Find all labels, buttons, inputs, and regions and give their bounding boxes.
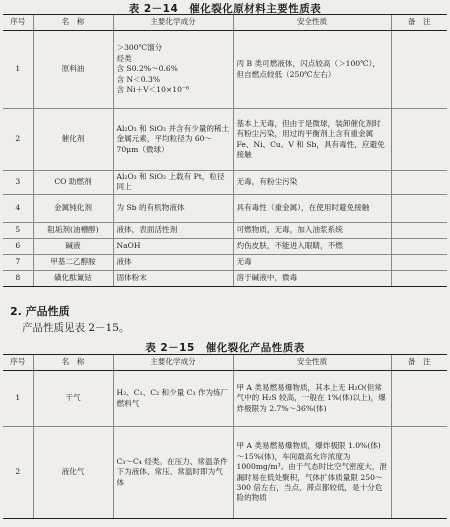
- header-composition: 主要化学成分: [113, 355, 233, 371]
- cell-name: 磺化酞氰钴: [33, 270, 113, 286]
- cell-name: 催化剂: [33, 109, 113, 171]
- table-15-caption: 表 2－15 催化裂化产品性质表: [145, 342, 305, 354]
- cell-remark: [391, 238, 447, 254]
- cell-remark: [391, 171, 447, 195]
- cell-composition: Al₂O₃ 和 SiO₂ 上载有 Pt，粒径同上: [113, 171, 233, 195]
- cell-remark: [391, 270, 447, 286]
- table-row: [3, 238, 447, 254]
- cell-safety: 无毒: [233, 254, 391, 270]
- cell-remark: [391, 31, 447, 109]
- cell-composition: NaOH: [113, 238, 233, 254]
- header-safety: 安全性质: [233, 15, 391, 31]
- cell-name: 干气: [33, 371, 113, 427]
- section-text: 产品性质见表 2－15。: [22, 322, 130, 334]
- cell-composition: 为 Sb 的有机物液体: [113, 194, 233, 222]
- cell-no: 2: [3, 109, 33, 171]
- cell-no: 7: [3, 254, 33, 270]
- cell-no: 1: [3, 31, 33, 109]
- cell-name: 碱液: [33, 238, 113, 254]
- composition-line: 含 Ni＋V＜10×10⁻⁶: [116, 85, 189, 95]
- cell-no: 2: [3, 427, 33, 519]
- cell-safety: 可燃物质，无毒，加入油浆系统: [233, 222, 391, 238]
- cell-remark: [391, 371, 447, 427]
- header-safety: 安全性质: [233, 355, 391, 371]
- table-14: [3, 14, 447, 287]
- section-title: 2. 产品性质: [10, 305, 70, 318]
- composition-line: 含 S0.2%～0.6%: [116, 64, 178, 74]
- composition-line: 含 N＜0.3%: [116, 74, 161, 84]
- cell-composition: H₂、C₁、C₂ 和少量 C₃ 作为炼厂燃料气: [113, 371, 233, 427]
- cell-no: 1: [3, 371, 33, 427]
- cell-no: 8: [3, 270, 33, 286]
- cell-remark: [391, 194, 447, 222]
- table-row: [3, 194, 447, 222]
- cell-name: 阻垢剂(油槽醇): [33, 222, 113, 238]
- header-composition: 主要化学成分: [113, 15, 233, 31]
- cell-name: 原料油: [33, 31, 113, 109]
- header-name: 名 称: [33, 355, 113, 371]
- cell-name: 液化气: [33, 427, 113, 519]
- cell-name: 甲基二乙醇胺: [33, 254, 113, 270]
- cell-no: 6: [3, 238, 33, 254]
- header-remark: 备 注: [391, 15, 447, 31]
- cell-no: 3: [3, 171, 33, 195]
- cell-remark: [391, 222, 447, 238]
- header-name: 名 称: [33, 15, 113, 31]
- cell-safety: 基本上无毒，但由于是微球，装卸催化剂时有粉尘污染，用过的平衡剂上含有重金属 Fe、Ni、Cu、V 和 Sb，具有毒性，应避免接触: [233, 109, 391, 171]
- table-14-header-row: [3, 15, 447, 31]
- table-row: [3, 109, 447, 171]
- cell-no: 5: [3, 222, 33, 238]
- cell-remark: [391, 109, 447, 171]
- table-row: [3, 31, 447, 109]
- table-row: [3, 270, 447, 286]
- cell-safety: 丙 B 类可燃液体，闪点较高（＞100℃），但自燃点较低（250℃左右）: [233, 31, 391, 109]
- header-no: 序号: [3, 355, 33, 371]
- cell-composition: 液体: [113, 254, 233, 270]
- cell-safety: 灼伤皮肤，不能进入眼睛，不燃: [233, 238, 391, 254]
- table-15: [3, 354, 447, 519]
- table-14-caption: 表 2－14 催化裂化原材料主要性质表: [128, 3, 322, 15]
- cell-remark: [391, 427, 447, 519]
- table-row: [3, 171, 447, 195]
- cell-composition: [113, 31, 233, 109]
- cell-composition: C₃～C₄ 烃类。在压力、常温条件下为液体、常压、常温时即为气体: [113, 427, 233, 519]
- cell-safety: 具有毒性（重金属），在使用时避免接触: [233, 194, 391, 222]
- cell-composition: 固体粉末: [113, 270, 233, 286]
- cell-safety: 无毒，有粉尘污染: [233, 171, 391, 195]
- cell-safety: 甲 A 类易燃易爆物质，其本上无 H₂O(但常气中的 H₂S 较高，一般在 1%(体)以上)，爆炸极限为 2.7%～36%(体): [233, 371, 391, 427]
- composition-line: 烃类: [116, 53, 132, 63]
- table-row: [3, 371, 447, 427]
- cell-name: 金属钝化剂: [33, 194, 113, 222]
- table-row: [3, 254, 447, 270]
- header-remark: 备 注: [391, 355, 447, 371]
- table-row: [3, 222, 447, 238]
- cell-no: 4: [3, 194, 33, 222]
- cell-safety: 甲 A 类易燃易爆物质，爆炸极限 1.0%(体)～15%(体)，车间最高允许浓度为 1000mg/m³。由于气态时比空气密度大，泄漏时易在低处聚积，气体扩体质量限 250～300 倍左右，当点、滞点都较低，是十分危险的物质: [233, 427, 391, 519]
- cell-composition: 液体，表面活性剂: [113, 222, 233, 238]
- header-no: 序号: [3, 15, 33, 31]
- table-row: [3, 427, 447, 519]
- cell-safety: 溶于碱液中，微毒: [233, 270, 391, 286]
- cell-composition: Al₂O₃ 和 SiO₂ 并含有少量的稀土金属元素，平均粒径为 60～70μm（微球）: [113, 109, 233, 171]
- composition-line: ＞300℃馏分: [116, 43, 163, 53]
- table-15-header-row: [3, 355, 447, 371]
- cell-remark: [391, 254, 447, 270]
- cell-name: CO 助燃剂: [33, 171, 113, 195]
